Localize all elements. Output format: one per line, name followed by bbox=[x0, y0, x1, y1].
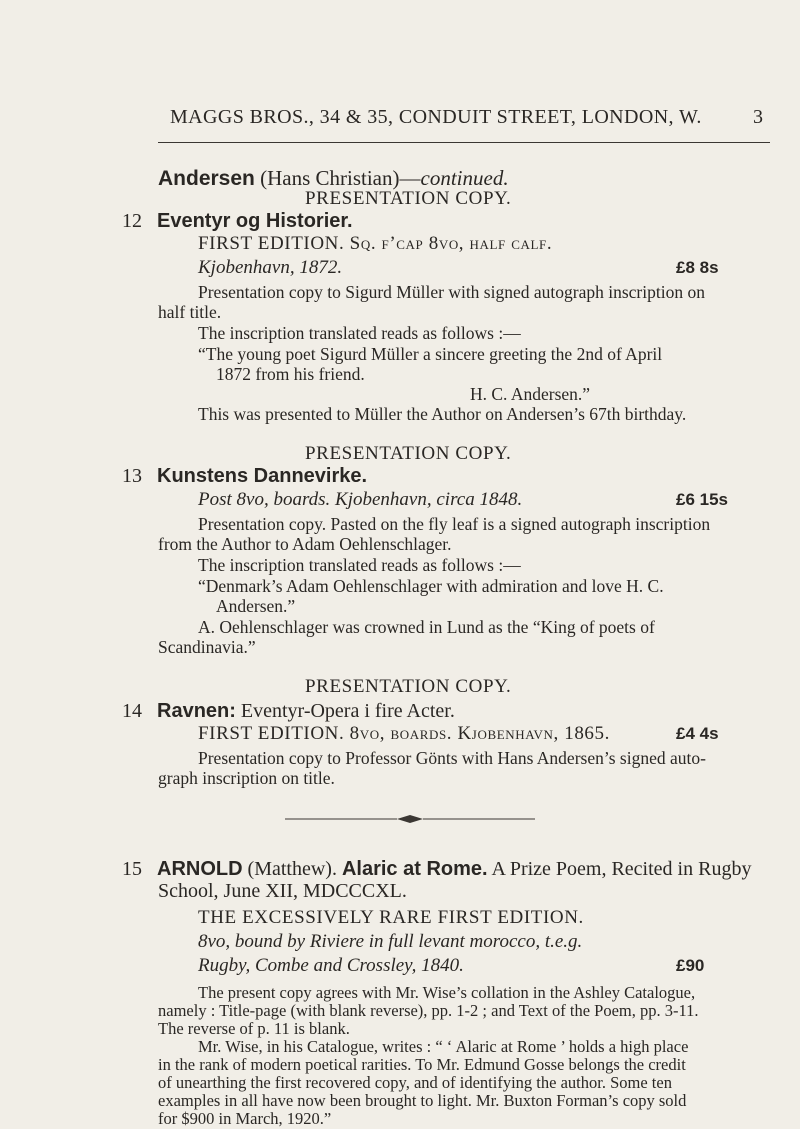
author-forename: (Hans Christian)— bbox=[254, 166, 421, 190]
entry-title: Kunstens Dannevirke. bbox=[157, 465, 368, 487]
page-header bbox=[0, 106, 800, 142]
entry-number: 12 bbox=[122, 210, 142, 232]
description-line: Presentation copy to Professor Gönts with Hans Andersen’s signed auto- bbox=[198, 748, 706, 768]
entry-title-continued: School, June XII, MDCCCXL. bbox=[158, 880, 407, 902]
description-line: Andersen.” bbox=[216, 596, 296, 616]
edition-line: Post 8vo, boards. Kjobenhavn, circa 1848. bbox=[198, 489, 523, 510]
continued-label: continued. bbox=[420, 166, 509, 190]
edition-line: FIRST EDITION. 8vo, boards. Kjobenhavn, 1865. bbox=[198, 723, 610, 744]
description-line: The present copy agrees with Mr. Wise’s collation in the Ashley Catalogue, bbox=[198, 983, 696, 1002]
description-line: 1872 from his friend. bbox=[216, 364, 365, 384]
price: £8 8s bbox=[676, 258, 719, 277]
author-name: Andersen bbox=[158, 167, 255, 190]
description-line: namely : Title-page (with blank reverse), pp. 1-2 ; and Text of the Poem, pp. 3-11. bbox=[158, 1001, 699, 1020]
presentation-note: PRESENTATION COPY. bbox=[305, 188, 512, 209]
description-line: The inscription translated reads as follows :— bbox=[198, 323, 521, 343]
description-line: The inscription translated reads as follows :— bbox=[198, 555, 521, 575]
price: £4 4s bbox=[676, 724, 719, 743]
header-rule bbox=[158, 142, 770, 143]
imprint: Kjobenhavn, 1872. bbox=[198, 257, 343, 278]
price: £6 15s bbox=[676, 490, 728, 509]
description-line: The reverse of p. 11 is blank. bbox=[158, 1019, 350, 1038]
binding-line: 8vo, bound by Riviere in full levant morocco, t.e.g. bbox=[198, 931, 583, 952]
description-line: A. Oehlenschlager was crowned in Lund as the “King of poets of bbox=[198, 617, 655, 637]
description-line: Scandinavia.” bbox=[158, 637, 256, 657]
description-line: from the Author to Adam Oehlenschlager. bbox=[158, 534, 452, 554]
section-ornament bbox=[285, 814, 535, 824]
description-line: This was presented to Müller the Author on Andersen’s 67th birthday. bbox=[198, 404, 687, 424]
edition-line: THE EXCESSIVELY RARE FIRST EDITION. bbox=[198, 907, 584, 928]
description-line: Mr. Wise, in his Catalogue, writes : “ ‘ Alaric at Rome ’ holds a high place bbox=[198, 1037, 689, 1056]
entry-heading: ARNOLD (Matthew). Alaric at Rome. A Prize Poem, Recited in Rugby bbox=[157, 858, 752, 880]
description-line: graph inscription on title. bbox=[158, 768, 335, 788]
edition-line: FIRST EDITION. Sq. f’cap 8vo, half calf. bbox=[198, 233, 553, 254]
page-number: 3 bbox=[753, 106, 763, 128]
presentation-note: PRESENTATION COPY. bbox=[305, 676, 512, 697]
description-line: of unearthing the first recovered copy, and of identifying the author. Some ten bbox=[158, 1073, 672, 1092]
description-line: in the rank of modern poetical rarities. To Mr. Edmund Gosse belongs the credit bbox=[158, 1055, 686, 1074]
running-head: MAGGS BROS., 34 & 35, CONDUIT STREET, LONDON, W. bbox=[170, 106, 702, 128]
imprint: Rugby, Combe and Crossley, 1840. bbox=[198, 955, 464, 976]
description-line: for $900 in March, 1920.” bbox=[158, 1109, 332, 1128]
entry-number: 14 bbox=[122, 700, 142, 722]
entry-title: Eventyr og Historier. bbox=[157, 210, 353, 232]
price: £90 bbox=[676, 956, 705, 975]
presentation-note: PRESENTATION COPY. bbox=[305, 443, 512, 464]
description-line: examples in all have now been brought to light. Mr. Buxton Forman’s copy sold bbox=[158, 1091, 687, 1110]
description-line: “Denmark’s Adam Oehlenschlager with admiration and love H. C. bbox=[198, 576, 664, 596]
description-line: half title. bbox=[158, 302, 222, 322]
entry-number: 13 bbox=[122, 465, 142, 487]
description-line: “The young poet Sigurd Müller a sincere greeting the 2nd of April bbox=[198, 344, 663, 364]
entry-number: 15 bbox=[122, 858, 142, 880]
description-line: Presentation copy. Pasted on the fly leaf is a signed autograph inscription bbox=[198, 514, 711, 534]
entry-title: Ravnen: Eventyr-Opera i fire Acter. bbox=[157, 700, 455, 722]
description-line: Presentation copy to Sigurd Müller with signed autograph inscription on bbox=[198, 282, 705, 302]
signature-line: H. C. Andersen.” bbox=[470, 384, 591, 404]
